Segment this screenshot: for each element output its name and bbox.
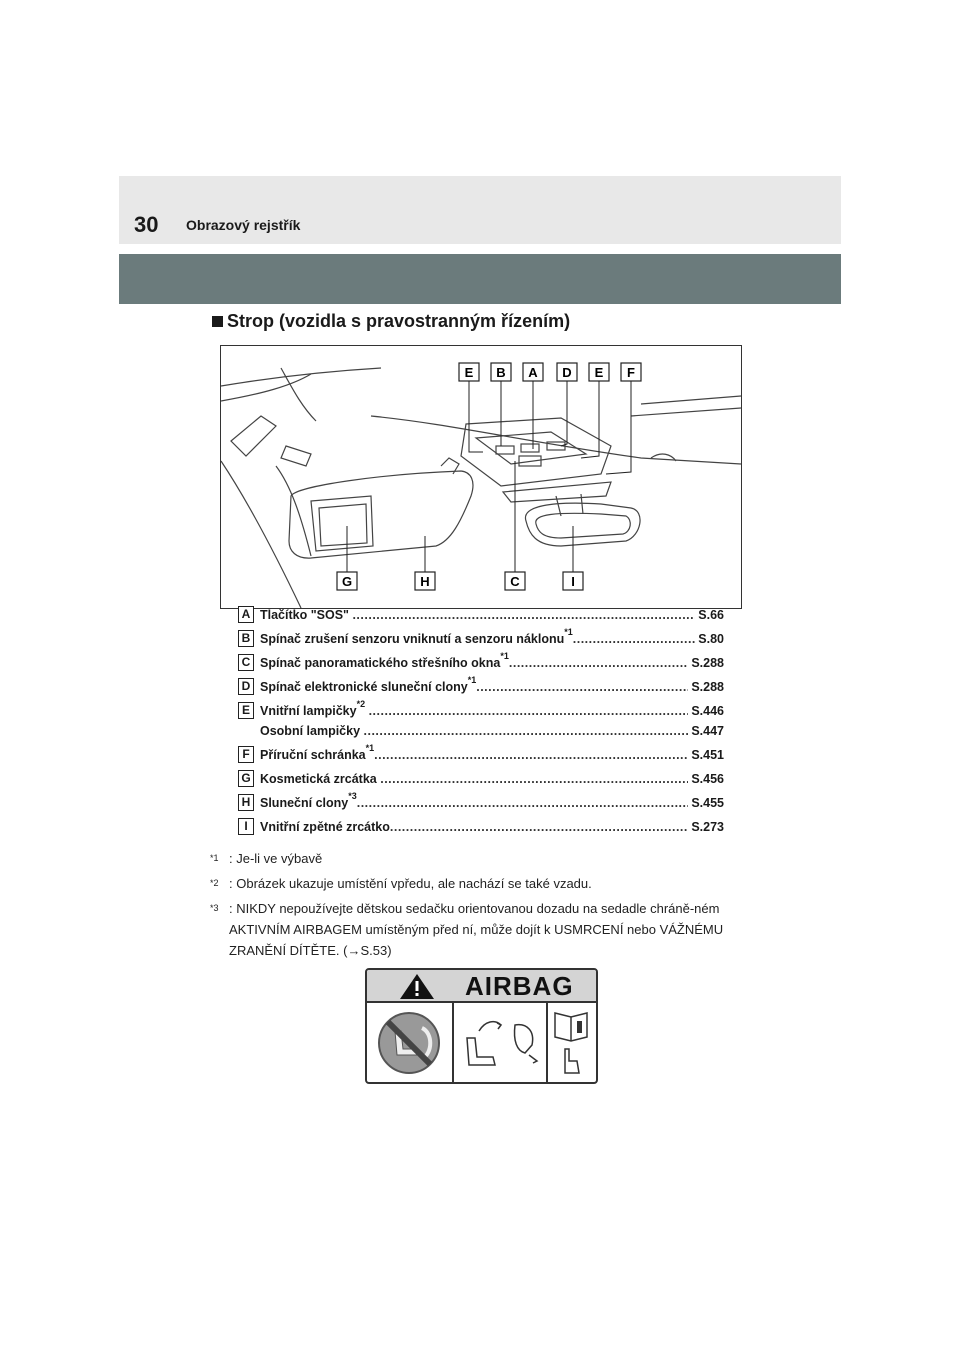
warning-triangle-icon: [397, 971, 437, 1001]
airbag-label-pictograms: [367, 1003, 596, 1082]
legend-label: Sluneční clony: [260, 796, 349, 810]
legend-page[interactable]: S.451: [691, 748, 724, 762]
legend-item: [238, 818, 724, 842]
page-number: 30: [134, 212, 159, 237]
callout-top-3: A: [528, 365, 538, 380]
legend-page[interactable]: S.447: [691, 724, 724, 738]
ceiling-illustration: [221, 346, 741, 608]
legend-page[interactable]: S.456: [691, 772, 724, 786]
legend-label: Příruční schránka: [260, 748, 366, 762]
callout-top-1: E: [464, 365, 474, 380]
ceiling-figure: [220, 345, 742, 609]
legend-page[interactable]: S.273: [691, 820, 724, 834]
legend-letter: B: [238, 630, 254, 647]
header-title: Obrazový rejstřík: [186, 217, 301, 233]
read-manual-icon: [555, 1013, 587, 1073]
legend-entry: [260, 791, 724, 810]
airbag-warning-label: [365, 968, 598, 1084]
no-rear-facing-child-seat-icon: [379, 1013, 439, 1073]
legend-list: [238, 606, 724, 842]
section-title-text: Strop (vozidla s pravostranným řízením): [227, 311, 571, 331]
footnote-text: : NIKDY nepoužívejte dětskou sedačku orientovanou dozadu na sedadle chráně-ném AKTIVNÍM AIRBAGEM umístěným před ní, může dojít k USMRCENÍ nebo VÁŽNÉMU ZRANĚNÍ DÍTĚTE. (→S.53): [229, 901, 724, 958]
footnote: [210, 873, 750, 894]
legend-label: Kosmetická zrcátka: [260, 772, 377, 786]
airbag-label-header: [367, 970, 596, 1003]
legend-footnote-mark: *1: [467, 675, 477, 685]
legend-page[interactable]: S.288: [691, 680, 724, 694]
legend-item: [238, 770, 724, 794]
legend-footnote-mark: *1: [500, 651, 509, 661]
legend-letter: C: [238, 654, 254, 671]
footnote-mark: *1: [210, 853, 219, 863]
footnote-mark: *3: [210, 903, 219, 913]
legend-entry: [260, 651, 724, 670]
airbag-seat-diagram-icon: [467, 1022, 537, 1065]
legend-letter: F: [238, 746, 254, 763]
legend-page[interactable]: S.66: [698, 608, 724, 622]
footnote: [210, 848, 750, 869]
legend-item: [238, 791, 724, 818]
legend-page[interactable]: S.446: [691, 704, 724, 718]
legend-entry-secondary: [260, 724, 724, 738]
legend-page[interactable]: S.288: [691, 656, 724, 670]
legend-entry: [260, 820, 724, 834]
callout-top-2: B: [496, 365, 506, 380]
legend-item: [238, 675, 724, 702]
callout-top-6: F: [627, 365, 635, 380]
callout-bottom-4: I: [571, 574, 575, 589]
callout-top-4: D: [562, 365, 572, 380]
legend-label: Spínač zrušení senzoru vniknutí a senzoru náklonu: [260, 632, 565, 646]
legend-entry: [260, 743, 724, 762]
legend-letter: D: [238, 678, 254, 695]
footnotes: [210, 848, 750, 965]
legend-footnote-mark: *3: [348, 791, 357, 801]
section-title: [212, 311, 570, 332]
legend-letter: H: [238, 794, 254, 811]
section-band: [119, 254, 841, 304]
legend-letter: E: [238, 702, 254, 719]
legend-footnote-mark: *2: [356, 699, 366, 709]
legend-entry: [260, 627, 724, 646]
legend-label: Tlačítko "SOS": [260, 608, 349, 622]
legend-label: Vnitřní zpětné zrcátko: [260, 820, 390, 834]
footnote-text: : Obrázek ukazuje umístění vpředu, ale nachází se také vzadu.: [229, 876, 592, 891]
legend-item: [238, 606, 724, 630]
legend-label: Spínač elektronické sluneční clony: [260, 680, 468, 694]
legend-label: Vnitřní lampičky: [260, 704, 357, 718]
header-bar: [119, 176, 841, 244]
legend-letter: I: [238, 818, 254, 835]
footnote-mark: *2: [210, 878, 219, 888]
legend-label: Spínač panoramatického střešního okna: [260, 656, 501, 670]
legend-item: [238, 699, 724, 746]
section-square-icon: [212, 316, 223, 327]
footnote: [210, 898, 750, 961]
callout-top-5: E: [594, 365, 604, 380]
legend-footnote-mark: *1: [365, 743, 375, 753]
legend-entry: [260, 675, 724, 694]
legend-page[interactable]: S.455: [691, 796, 724, 810]
legend-item: [238, 627, 724, 654]
legend-entry: [260, 608, 724, 622]
legend-letter: A: [238, 606, 254, 623]
callout-bottom-1: G: [341, 574, 353, 589]
callout-bottom-2: H: [420, 574, 430, 589]
legend-item: [238, 743, 724, 770]
legend-entry: [260, 772, 724, 786]
footnote-text: : Je-li ve výbavě: [229, 851, 323, 866]
legend-footnote-mark: *1: [564, 627, 573, 637]
legend-entry: [260, 699, 724, 718]
callout-bottom-3: C: [510, 574, 520, 589]
legend-item: [238, 651, 724, 678]
legend-letter: G: [238, 770, 254, 787]
airbag-word: AIRBAG: [465, 971, 574, 1001]
legend-label: Osobní lampičky: [260, 724, 361, 738]
legend-page[interactable]: S.80: [698, 632, 724, 646]
